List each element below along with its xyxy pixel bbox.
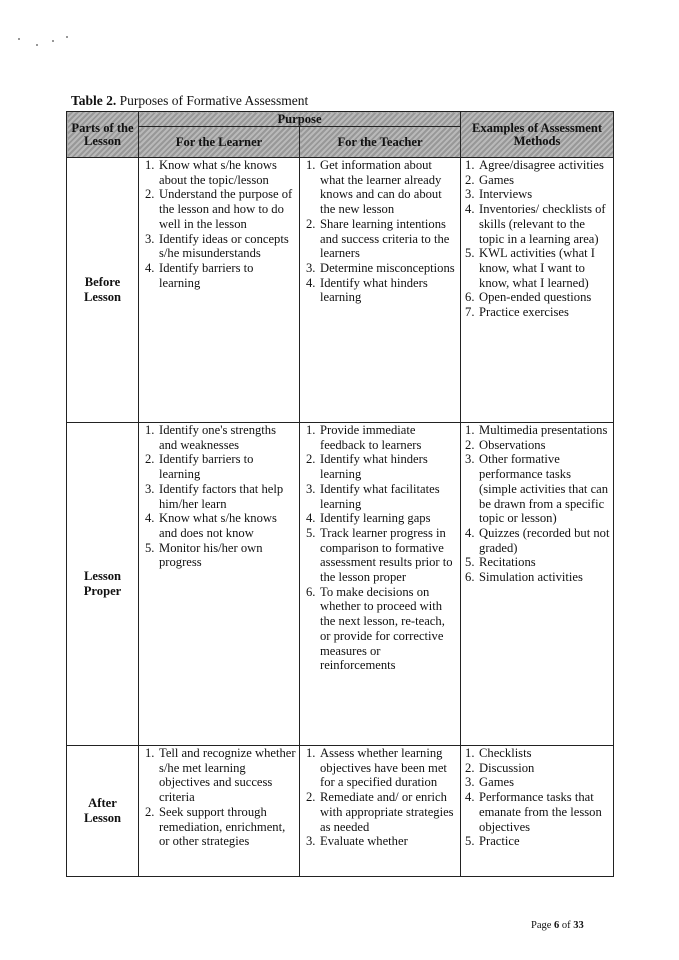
teacher-cell	[300, 746, 461, 877]
footer-prefix: Page	[531, 920, 552, 931]
list-item: 6. Simulation activities	[465, 570, 583, 585]
list-item: 1. Assess whether learning objectives have been met for a specified duration	[306, 746, 447, 790]
page-footer	[531, 920, 584, 931]
list-item: 5. Practice	[465, 834, 520, 849]
list-item: 5. Monitor his/her own progress	[145, 540, 263, 570]
part-cell	[67, 423, 139, 746]
teacher-cell	[300, 423, 461, 746]
list-item: 3. Determine misconceptions	[306, 260, 455, 275]
header-teacher: For the Teacher	[300, 127, 461, 158]
list-item: 4. Performance tasks that emanate from the lesson objectives	[465, 790, 602, 834]
footer-total-pages: 33	[573, 920, 584, 931]
table-caption	[71, 93, 308, 109]
part-label-line2: Proper	[83, 584, 122, 598]
table-row-lesson-proper	[67, 423, 614, 746]
list-item: 3. Identify ideas or concepts s/he misunderstands	[145, 231, 289, 261]
list-item: 4. Identify barriers to learning	[145, 260, 254, 290]
part-cell	[67, 746, 139, 877]
list-item: 3. Interviews	[465, 187, 533, 202]
list-item: 5. Track learner progress in comparison to formative assessment results prior to the lesson proper	[306, 525, 453, 585]
list-item: 2. Share learning intentions and success criteria to the learners	[306, 216, 450, 261]
list-item: 4. Inventories/ checklists of skills (relevant to the topic in a learning area)	[465, 202, 606, 246]
list-item: 2. Identify what hinders learning	[306, 452, 428, 482]
footer-of: of	[561, 920, 571, 931]
learner-list	[139, 423, 299, 570]
list-item: 2. Observations	[465, 437, 546, 452]
list-item: 2. Identify barriers to learning	[145, 452, 254, 482]
list-item: 3. Identify what facilitates learning	[306, 481, 440, 511]
examples-list	[461, 158, 613, 320]
list-item: 3. Evaluate whether	[306, 834, 408, 849]
list-item: 2. Understand the purpose of the lesson and how to do well in the lesson	[145, 187, 293, 231]
list-item: 2. Discussion	[465, 760, 535, 775]
teacher-list	[300, 746, 460, 849]
footer-page-number: 6	[554, 920, 560, 931]
list-item: 1. Multimedia presentations	[465, 423, 608, 437]
header-purpose: Purpose	[139, 112, 461, 127]
formative-assessment-table	[66, 111, 614, 877]
list-item: 7. Practice exercises	[465, 305, 569, 320]
part-label-line2: Lesson	[83, 811, 122, 825]
list-item: 2. Seek support through remediation, enrichment, or other strategies	[145, 804, 286, 849]
examples-list	[461, 746, 613, 849]
teacher-cell	[300, 158, 461, 423]
examples-cell	[461, 423, 614, 746]
list-item: 1. Tell and recognize whether s/he met learning objectives and success criteria	[145, 746, 296, 805]
teacher-list	[300, 158, 460, 305]
teacher-list	[300, 423, 460, 673]
list-item: 1. Provide immediate feedback to learners	[306, 423, 422, 452]
header-parts: Parts of the Lesson	[67, 112, 139, 158]
list-item: 1. Know what s/he knows about the topic/lesson	[145, 158, 277, 187]
learner-cell	[139, 158, 300, 423]
list-item: 4. Identify learning gaps	[306, 511, 431, 526]
examples-list	[461, 423, 613, 585]
learner-cell	[139, 746, 300, 877]
list-item: 1. Agree/disagree activities	[465, 158, 604, 172]
list-item: 4. Identify what hinders learning	[306, 275, 428, 305]
part-cell	[67, 158, 139, 423]
part-label-line1: Lesson	[83, 569, 122, 583]
list-item: 3. Identify factors that help him/her learn	[145, 481, 284, 511]
examples-cell	[461, 158, 614, 423]
caption-title: Purposes of Formative Assessment	[119, 93, 309, 108]
list-item: 3. Games	[465, 775, 514, 790]
list-item: 1. Checklists	[465, 746, 532, 760]
table-row-before-lesson	[67, 158, 614, 423]
list-item: 1. Identify one's strengths and weaknesses	[145, 423, 276, 452]
part-label-line1: Before	[84, 275, 121, 289]
examples-cell	[461, 746, 614, 877]
part-label-line1: After	[88, 796, 117, 810]
header-learner: For the Learner	[139, 127, 300, 158]
list-item: 4. Know what s/he knows and does not know	[145, 511, 277, 540]
list-item: 5. KWL activities (what I know, what I want to know, what I learned)	[465, 246, 595, 290]
learner-list	[139, 158, 299, 290]
list-item: 5. Recitations	[465, 555, 536, 570]
learner-cell	[139, 423, 300, 746]
list-item: 1. Get information about what the learner already knows and can do about the new lesson	[306, 158, 442, 217]
list-item: 4. Quizzes (recorded but not graded)	[465, 525, 610, 555]
header-examples: Examples of Assessment Methods	[461, 112, 614, 158]
caption-label: Table 2.	[71, 93, 117, 108]
list-item: 2. Remediate and/ or enrich with appropriate strategies as needed	[306, 790, 454, 834]
list-item: 6. Open-ended questions	[465, 290, 592, 305]
list-item: 2. Games	[465, 172, 514, 187]
list-item: 3. Other formative performance tasks (simple activities that can be drawn from a specific topic or lesson)	[465, 452, 609, 526]
list-item: 6. To make decisions on whether to proceed with the next lesson, re-teach, or provide for corrective measures or reinforcements	[306, 584, 445, 673]
learner-list	[139, 746, 299, 849]
table-row-after-lesson	[67, 746, 614, 877]
part-label-line2: Lesson	[83, 290, 122, 304]
